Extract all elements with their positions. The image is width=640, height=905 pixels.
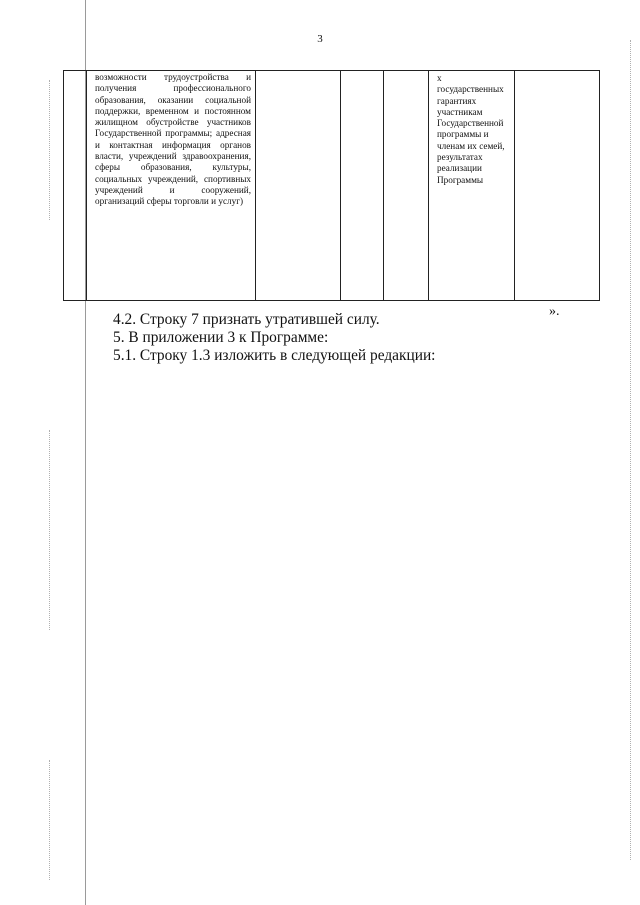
closing-quote: ». — [549, 304, 560, 319]
table-cell — [341, 71, 384, 301]
table-cell — [384, 71, 429, 301]
table-row — [64, 71, 600, 301]
table-cell — [515, 71, 600, 301]
scan-artifact-left — [49, 430, 50, 630]
page-number: 3 — [317, 33, 323, 45]
description-text: возможности трудоустройства и получения профессионального образования, оказании социальной поддержки, временном и постоянном жилищном обустройстве участников Государственной программы; адресная и контактная информация органов власти, учреждений здравоохранения, сферы образования, культуры, социальных учреждений, спортивных учреждений и сооружений, организаций сферы торговли и услуг) — [95, 72, 251, 207]
scan-artifact-left — [49, 760, 50, 880]
table-cell-number — [64, 71, 87, 301]
scan-artifact-right — [630, 40, 631, 860]
scan-artifact-left — [49, 80, 50, 220]
table-cell-result — [429, 71, 515, 301]
table-cell-description — [87, 71, 256, 301]
amendment-paragraphs — [113, 311, 613, 365]
table-cell — [256, 71, 341, 301]
continuation-table — [63, 70, 600, 301]
paragraph-5-1: 5.1. Строку 1.3 изложить в следующей редакции: — [113, 347, 436, 364]
result-text: х государственных гарантиях участникам Государственной программы и членам их семей, результатах реализации Программы — [437, 73, 505, 185]
paragraph-5: 5. В приложении 3 к Программе: — [113, 329, 329, 346]
paragraph-4-2: 4.2. Строку 7 признать утратившей силу. — [113, 311, 380, 328]
